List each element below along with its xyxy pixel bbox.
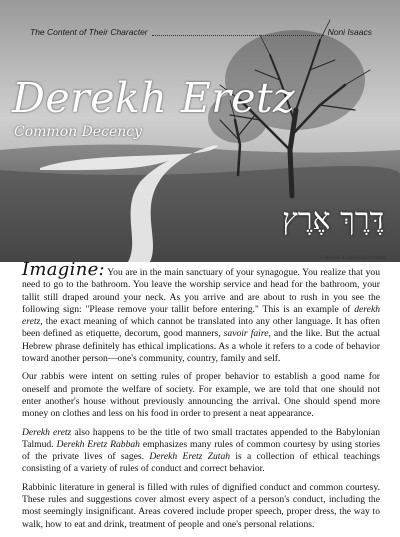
term-derekh-eretz: derekh eretz <box>22 303 380 328</box>
series-header <box>30 24 372 40</box>
dot-leader <box>152 35 324 36</box>
lead-in: Imagine: <box>22 259 105 280</box>
text-run: You are in the main sanctuary of your synagogue. You realize that you need to go to the bathroom. You leave the worship service and head for the bathroom, your tallit still draped around your neck. As you arrive and are about to rush in you see the following sign: "Please remove your tallit before entering." This is an example of <box>22 267 381 315</box>
text-run: is a collection of ethical teachings consisting of a variety of rules of conduct and correct behavior. <box>22 451 380 475</box>
term-derekh-eretz-rabbah: Derekh Eretz Rabbah <box>56 438 140 450</box>
text-run: also happens to be the title of two small tractates appended to the Babylonian Talmud. <box>22 426 380 450</box>
text-run: , and the like. But the actual Hebrew phrase definitely has ethical implications. As a whole it refers to a code of behavior toward another person—one's community, country, family and self. <box>22 328 380 365</box>
term-derekh-eretz-zutah: Derekh Eretz Zutah <box>149 451 231 463</box>
paragraph-3 <box>22 427 380 476</box>
text-run: emphasizes many rules of common courtesy by using stories of the private lives of sages. <box>22 438 380 463</box>
paragraph-2: Our rabbis were intent on setting rules of proper behavior to establish a good name for oneself and promote the welfare of society. For example, we are told that one should not enter another's house without previously announcing the arrival. One should spend more money on clothes and less on his food in order to present a neat appearance. <box>22 371 380 420</box>
photo-credit: © Michael S. Yarbrough/CORBIS <box>320 255 386 260</box>
page-title: Derekh Eretz <box>12 74 296 122</box>
hebrew-title: דֶּרֶךְ אֶרֶץ <box>282 202 384 237</box>
hero-photo <box>0 0 400 262</box>
page-subtitle: Common Decency <box>14 124 142 140</box>
term-derekh-eretz: Derekh eretz <box>22 426 72 438</box>
paragraph-1 <box>22 259 381 365</box>
article-body <box>22 259 381 537</box>
text-run: , the exact meaning of which cannot be translated into any other language. It has often been defined as etiquette, decorum, good manners, <box>22 316 380 340</box>
series-title: The Content of Their Character <box>30 27 148 37</box>
term-savoir-faire: savoir faire <box>223 328 269 340</box>
paragraph-4: Rabbinic literature in general is filled with rules of dignified conduct and common courtesy. These rules and suggestions cover almost every aspect of a person's conduct, including the most seemingly insignificant. Areas covered include proper speech, proper dress, the way to walk, how to eat and drink, treatment of people and one's personal relations. <box>22 481 380 530</box>
author-name: Noni Isaacs <box>327 27 372 37</box>
